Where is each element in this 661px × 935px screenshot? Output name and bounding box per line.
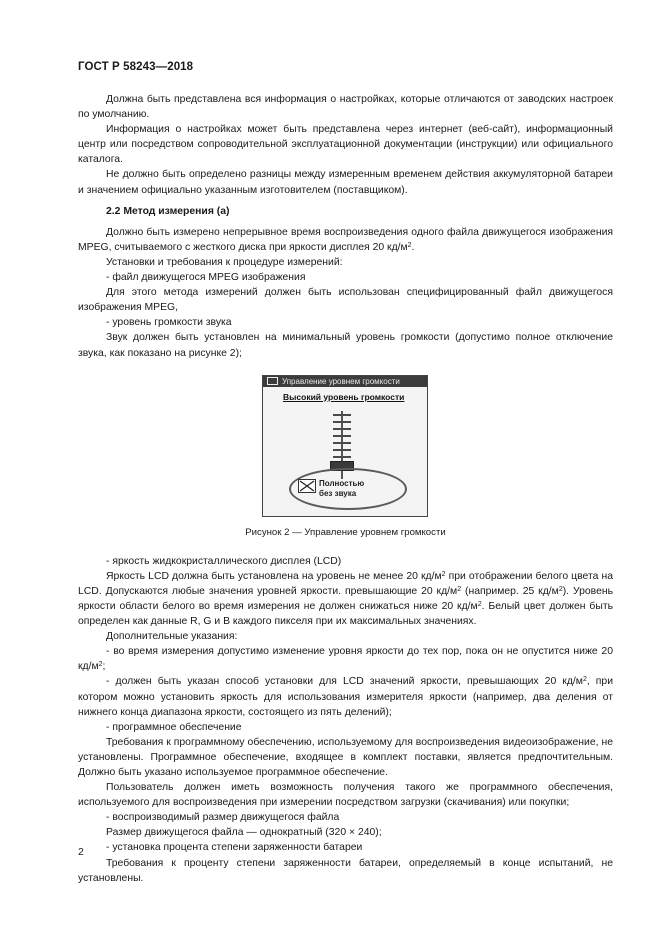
paragraph: Для этого метода измерений должен быть использован специфицированный файл движущегося изображения MPEG, (78, 287, 613, 314)
list-item: - во время измерения допустимо изменение уровня яркости до тех пор, пока он не опустится ниже 20 $кд/м^2$; (78, 646, 613, 673)
slider-tick (333, 435, 351, 437)
section-title: 2.2 Метод измерения (а) (106, 205, 230, 217)
slider-tick (333, 428, 351, 430)
paragraph: Звук должен быть установлен на минимальный уровень громкости (допустимо полное отключение звука, как показано на рисунке 2); (78, 332, 613, 359)
list-item: - уровень громкости звука (106, 317, 232, 329)
slider-tick (333, 421, 351, 423)
slider-tick (333, 449, 351, 451)
window-titlebar (263, 376, 427, 387)
paragraph: Не должно быть определено разницы между измеренным временем действия аккумуляторной батареи и значением официально указанным изготовителем (поставщиком). (78, 169, 613, 196)
list-item: - должен быть указан способ установки для LCD значений яркости, превышающих 20 $кд/м^2$, при котором можно установить яркость для использования измерителя яркости (например, два деления от нижнего конца диапазона яркости, состоящего из пять делений); (78, 676, 613, 718)
standard-header: ГОСТ Р 58243—2018 (78, 61, 194, 73)
paragraph: Должна быть представлена вся информация о настройках, которые отличаются от заводских настроек по умолчанию. (78, 94, 613, 121)
paragraph: Должно быть измерено непрерывное время воспроизведения одного файла движущегося изображения MPEG, считываемого с жесткого диска при яркости дисплея 20 $кд/м^2$. (78, 226, 613, 253)
paragraph: Информация о настройках может быть представлена через интернет (веб-сайт), информационный центр или посредством сопроводительной эксплуатационной документации (инструкции) или официального каталога. (78, 124, 613, 166)
slider-tick (333, 414, 351, 416)
high-volume-label: Высокий уровень громкости (283, 391, 405, 402)
paragraph: Яркость LCD должна быть установлена на уровень не менее 20 $кд/м^2$ при отображении белого цвета на LCD. Допускаются любые значения уровней яркости. превышающие 20 $кд/м^2$ (например. 25 $кд/м^2$). Уровень яркости области белого во время измерения не должен снижаться ниже 20 $кд/м^2$. Белый цвет должен быть определен как данные R, G и В каждого пикселя при их максимальных значениях. (78, 570, 613, 628)
mute-label: Полностью без звука (319, 478, 365, 498)
paragraph: Дополнительные указания: (106, 631, 238, 643)
paragraph: Пользователь должен иметь возможность получения такого же программного обеспечения, используемого для воспроизведения при измерении посредством загрузки (скачивания) или покупки; (78, 782, 613, 809)
body-text (78, 92, 613, 886)
volume-control-window (262, 375, 428, 517)
paragraph: Размер движущегося файла — однократный (320 × 240); (106, 827, 382, 839)
mute-checkbox[interactable] (298, 479, 316, 493)
figure-2 (78, 365, 613, 523)
slider-tick (333, 456, 351, 458)
page-number: 2 (78, 846, 84, 858)
paragraph: Установки и требования к процедуре измерений: (106, 256, 343, 268)
list-item: - программное обеспечение (106, 721, 242, 733)
window-icon (267, 377, 278, 385)
list-item: - файл движущегося MPEG изображения (106, 272, 306, 284)
figure-caption: Рисунок 2 — Управление уровнем громкости (245, 526, 446, 538)
checkmark-icon (299, 480, 315, 492)
list-item: - воспроизводимый размер движущегося файла (106, 812, 340, 824)
list-item: - яркость жидкокристаллического дисплея (LCD) (106, 555, 342, 567)
paragraph: Требования к проценту степени заряженности батареи, определяемый в конце испытаний, не установлены. (78, 857, 613, 884)
slider-tick (333, 442, 351, 444)
list-item: - установка процента степени заряженности батареи (106, 842, 363, 854)
paragraph: Требования к программному обеспечению, используемому для воспроизведения видеоизображение, не установлены. Программное обеспечение, входящее в комплект поставки, является предпочтительным. Должно быть указано используемое программное обеспечение. (78, 736, 613, 778)
window-title: Управление уровнем громкости (282, 376, 400, 386)
